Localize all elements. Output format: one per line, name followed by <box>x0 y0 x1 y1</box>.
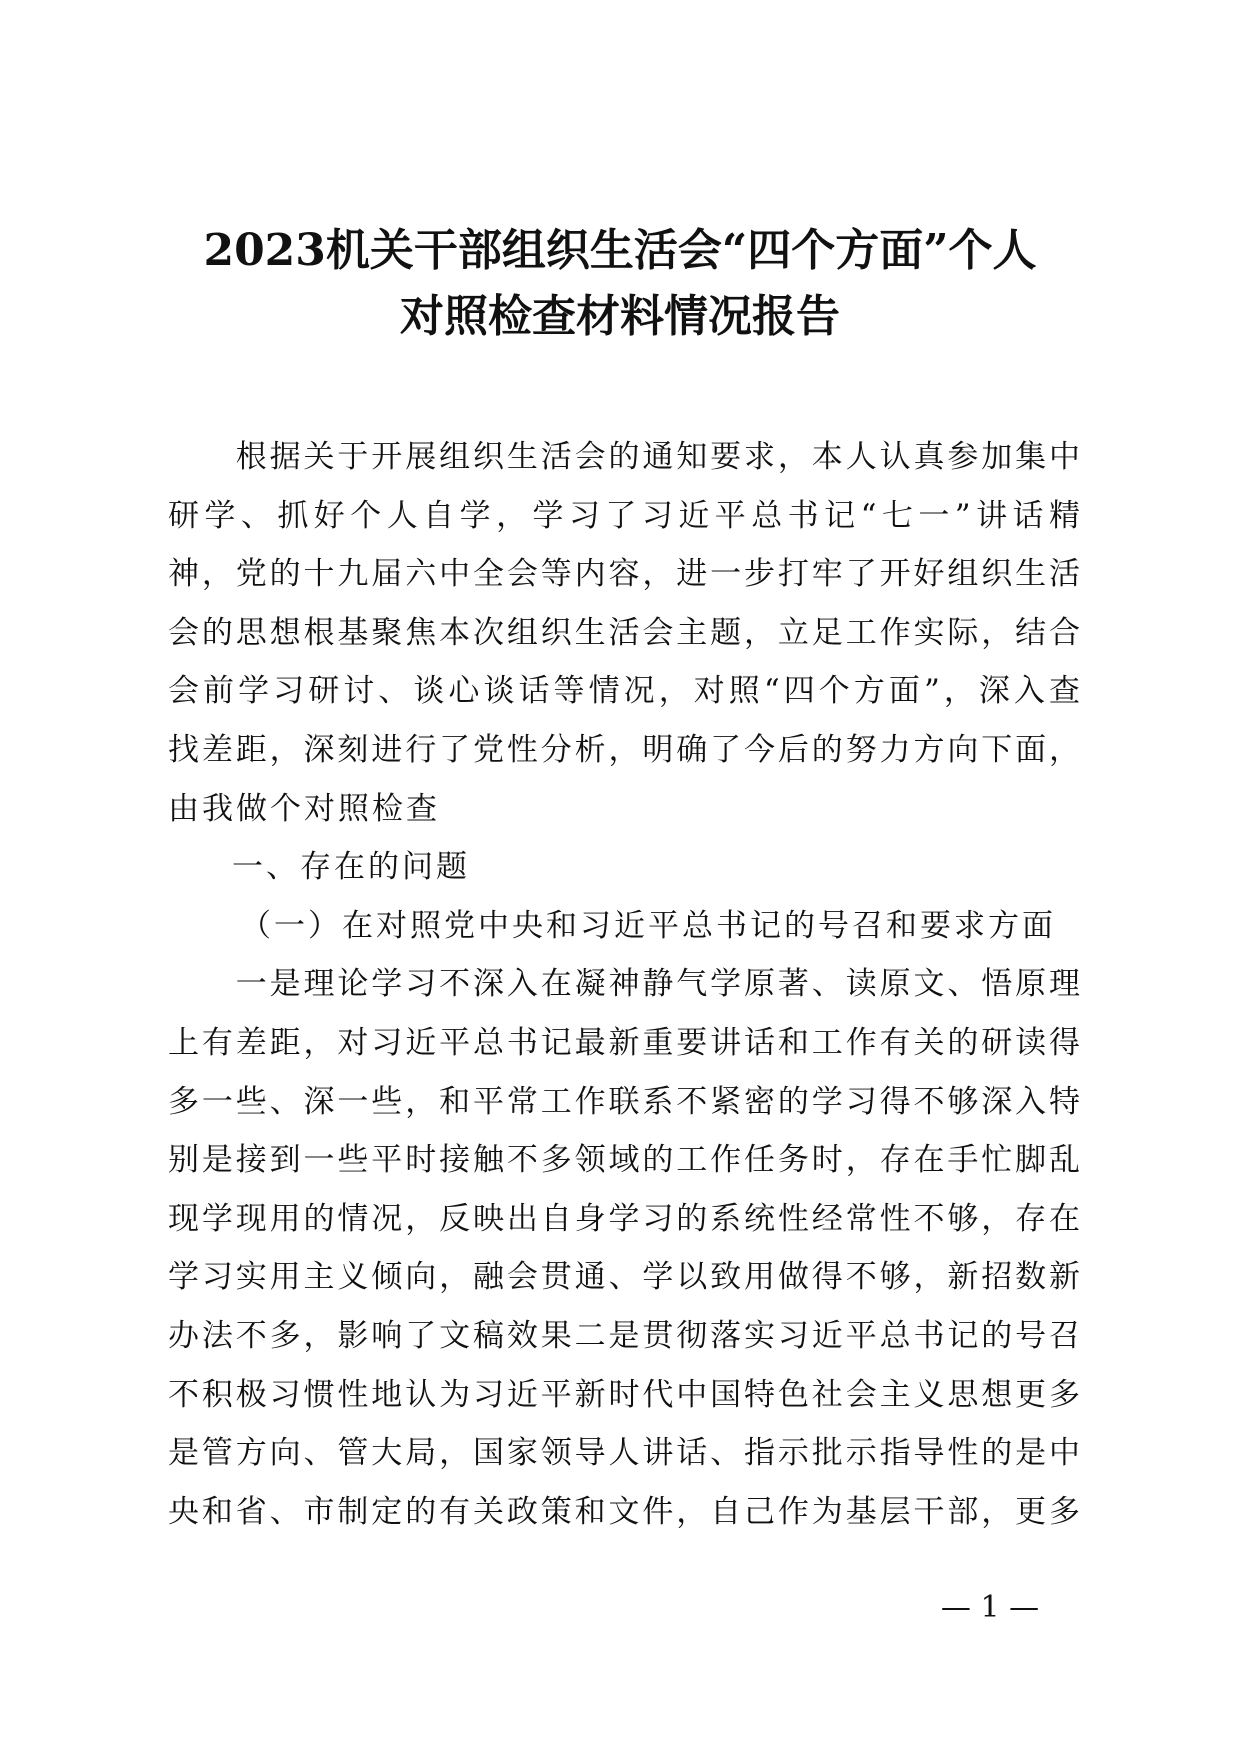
body-line: 多一些、深一些，和平常工作联系不紧密的学习得不够深入特 <box>168 1083 1080 1120</box>
body-line: 研学、抓好个人自学，学习了习近平总书记“七一”讲话精 <box>168 497 1080 534</box>
body-line: 学习实用主义倾向，融会贯通、学以致用做得不够，新招数新 <box>168 1259 1080 1296</box>
section-heading: 一、存在的问题 <box>232 849 470 886</box>
body-line: 办法不多，影响了文稿效果二是贯彻落实习近平总书记的号召 <box>168 1317 1080 1354</box>
body-line: 别是接到一些平时接触不多领域的工作任务时，存在手忙脚乱 <box>168 1142 1080 1179</box>
body-line: 一是理论学习不深入在凝神静气学原著、读原文、悟原理 <box>168 966 1080 1003</box>
title-line: 2023机关干部组织生活会“四个方面”个人 <box>203 225 1037 276</box>
body-line: 央和省、市制定的有关政策和文件，自己作为基层干部，更多 <box>168 1493 1080 1530</box>
body-line: 是管方向、管大局，国家领导人讲话、指示批示指导性的是中 <box>168 1435 1080 1472</box>
page-number: — 1 — <box>940 1590 1040 1625</box>
body-line: 会的思想根基聚焦本次组织生活会主题，立足工作实际，结合 <box>168 614 1080 651</box>
body-line: 会前学习研讨、谈心谈话等情况，对照“四个方面”，深入查 <box>168 673 1080 710</box>
body-line: 找差距，深刻进行了党性分析，明确了今后的努力方向下面， <box>168 731 1080 768</box>
body-line: 现学现用的情况，反映出自身学习的系统性经常性不够，存在 <box>168 1200 1080 1237</box>
subsection-heading: （一）在对照党中央和习近平总书记的号召和要求方面 <box>240 907 1056 944</box>
body-line: 由我做个对照检查 <box>168 790 440 827</box>
body-line: 上有差距，对习近平总书记最新重要讲话和工作有关的研读得 <box>168 1024 1080 1061</box>
document-body <box>168 428 1080 1541</box>
document-title <box>150 218 1090 350</box>
title-line: 对照检查材料情况报告 <box>400 291 840 342</box>
body-line: 不积极习惯性地认为习近平新时代中国特色社会主义思想更多 <box>168 1376 1080 1413</box>
body-line: 根据关于开展组织生活会的通知要求，本人认真参加集中 <box>168 439 1080 475</box>
body-line: 神，党的十九届六中全会等内容，进一步打牢了开好组织生活 <box>168 556 1080 593</box>
